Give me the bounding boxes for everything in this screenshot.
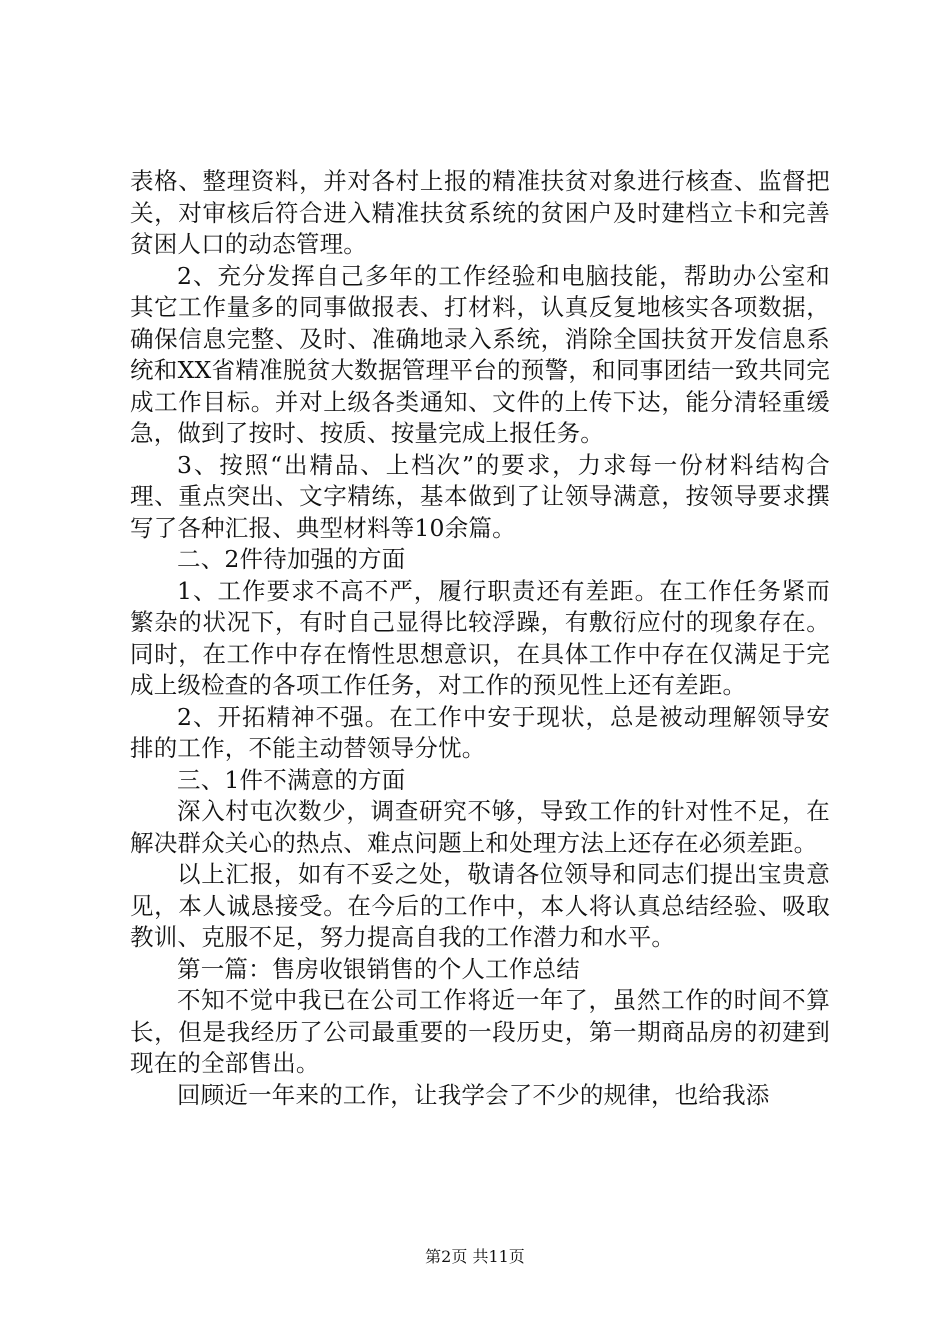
paragraph-6: 2、开拓精神不强。在工作中安于现状，总是被动理解领导安排的工作，不能主动替领导分忧。 [130,702,830,762]
page-number-label: 第2页 共11页 [425,1247,525,1266]
paragraph-1: 表格、整理资料，并对各村上报的精准扶贫对象进行核查、监督把关，对审核后符合进入精准扶贫系统的贫困户及时建档立卡和完善贫困人口的动态管理。 [130,167,830,258]
paragraph-3: 3、按照“出精品、上档次”的要求，力求每一份材料结构合理、重点突出、文字精练，基本做到了让领导满意，按领导要求撰写了各种汇报、典型材料等10余篇。 [130,450,830,542]
page-footer [0,1244,950,1267]
paragraph-8: 深入村屯次数少，调查研究不够，导致工作的针对性不足，在解决群众关心的热点、难点问题上和处理方法上还存在必须差距。 [130,797,830,857]
article-title: 第一篇：售房收银销售的个人工作总结 [177,954,580,983]
paragraph-11: 不知不觉中我已在公司工作将近一年了，虽然工作的时间不算长，但是我经历了公司最重要的一段历史，第一期商品房的初建到现在的全部售出。 [130,986,830,1077]
paragraph-5: 1、工作要求不高不严，履行职责还有差距。在工作任务紧而繁杂的状况下，有时自己显得比较浮躁，有敷衍应付的现象存在。同时，在工作中存在惰性思想意识，在具体工作中存在仅满足于完成上级检查的各项工作任务，对工作的预见性上还有差距。 [130,576,830,699]
document-body [130,166,830,1111]
paragraph-9: 以上汇报，如有不妥之处，敬请各位领导和同志们提出宝贵意见，本人诚恳接受。在今后的工作中，本人将认真总结经验、吸取教训、克服不足，努力提高自我的工作潜力和水平。 [130,860,830,951]
section-heading-2: 二、2件待加强的方面 [177,545,406,573]
paragraph-12: 回顾近一年来的工作，让我学会了不少的规律，也给我添 [177,1080,770,1109]
paragraph-2: 2、充分发挥自己多年的工作经验和电脑技能，帮助办公室和其它工作量多的同事做报表、打材料，认真反复地核实各项数据，确保信息完整、及时、准确地录入系统，消除全国扶贫开发信息系统和XX省精准脱贫大数据管理平台的预警，和同事团结一致共同完成工作目标。并对上级各类通知、文件的上传下达，能分清轻重缓急，做到了按时、按质、按量完成上报任务。 [130,261,830,447]
section-heading-3: 三、1件不满意的方面 [177,765,406,794]
